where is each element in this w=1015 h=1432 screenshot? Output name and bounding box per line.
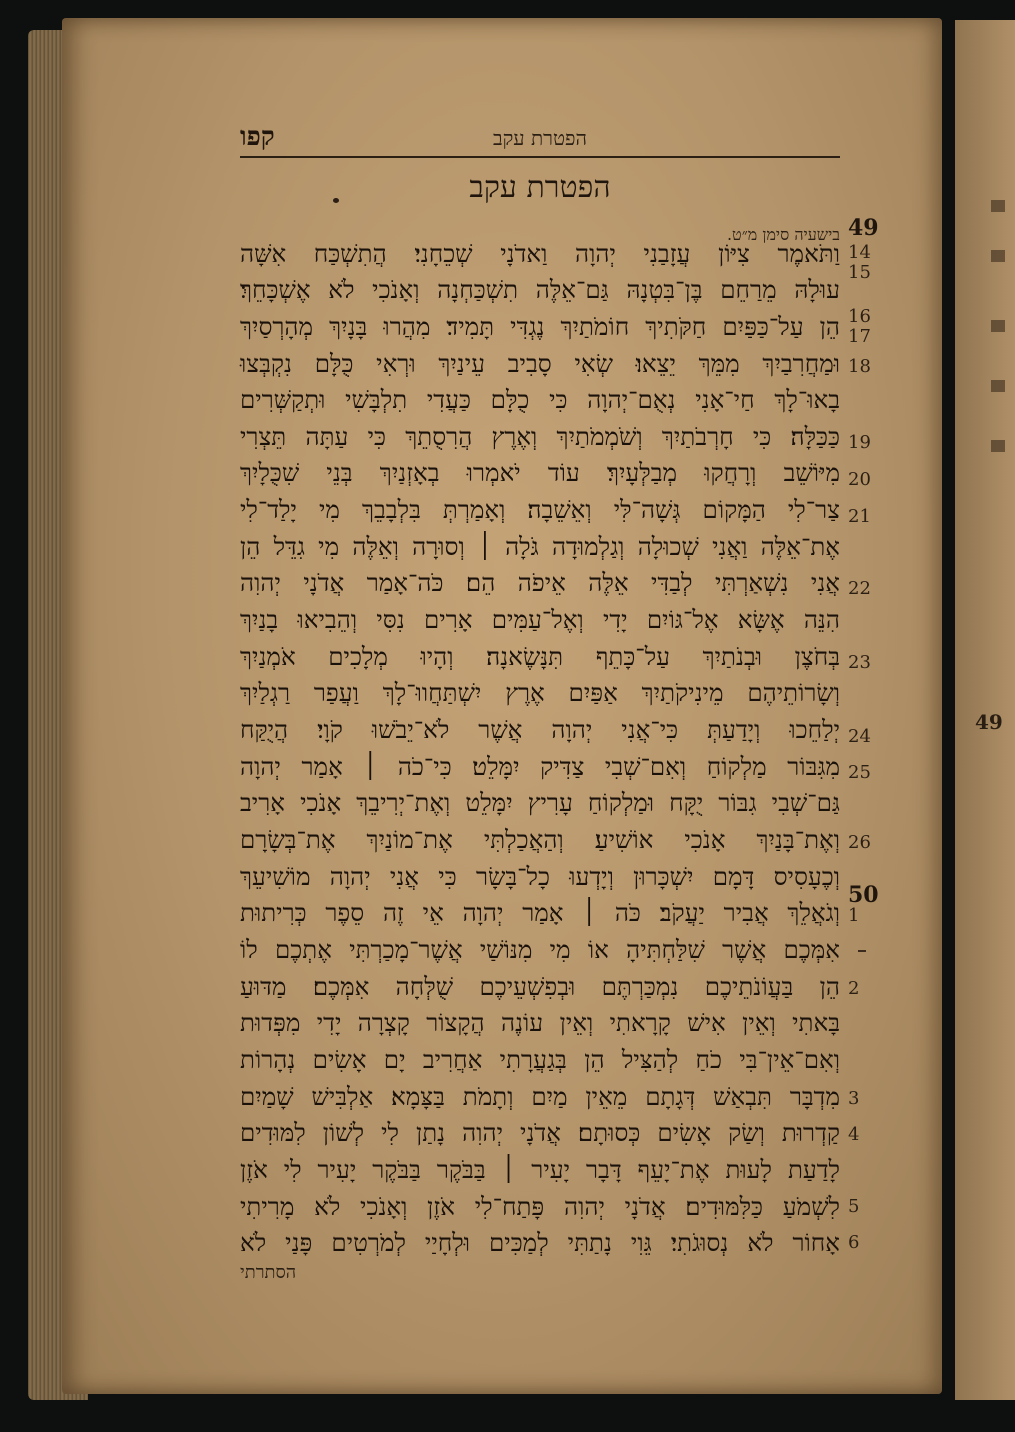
chapter-number: 50: [848, 882, 879, 908]
text-line: כַּכַּלָּה׃ כִּי חָרְבֹתַיִךְ וְשֹׁמְמֹתַיִךְ וְאֶרֶץ הֲרִסֻתֵךְ כִּי עַתָּה תֵּצְרִי: [240, 422, 840, 451]
verse-number: 21: [848, 506, 871, 527]
catchword: הסתרתי: [240, 1262, 297, 1283]
verse-number: 6: [848, 1232, 860, 1253]
verse-number: 24: [848, 726, 871, 747]
text-line: גַּם־שְׁבִי גִבּוֹר יֻקָּח וּמַלְקוֹחַ עָרִיץ יִמָּלֵט וְאֶת־יְרִיבֵךְ אָנֹכִי אָרִיב: [240, 788, 840, 817]
text-line: וְגֹאֲלֵךְ אֲבִיר יַעֲקֹב׃ כֹּה ׀ אָמַר יְהוָה אֵי זֶה סֵפֶר כְּרִיתוּת: [240, 898, 840, 927]
text-line: הֵן בַּעֲוֹנֹתֵיכֶם נִמְכַּרְתֶּם וּבְפִשְׁעֵיכֶם שֻׁלְּחָה אִמְּכֶם׃ מַדּוּעַ: [240, 972, 840, 1001]
verse-number: 14: [848, 242, 871, 263]
verse-number: 23: [848, 652, 871, 673]
verse-number: 22: [848, 578, 871, 599]
verse-number: 3: [848, 1088, 860, 1109]
verse-number: 26: [848, 832, 871, 853]
text-line: מִגִּבּוֹר מַלְקוֹחַ וְאִם־שְׁבִי צַדִּיק יִמָּלֵט׃ כִּי־כֹה ׀ אָמַר יְהוָה: [240, 752, 840, 781]
facing-text-fragment: [991, 250, 1005, 262]
section-subtitle: בישעיה סימן מ״ט.: [726, 225, 840, 244]
text-line: וּמַחֲרִבַיִךְ מִמֵּךְ יֵצֵאוּ׃ שְׂאִי סָבִיב עֵינַיִךְ וּרְאִי כֻּלָּם נִקְבְּצוּ: [240, 349, 840, 378]
verse-number: 20: [848, 469, 871, 490]
verse-number: 4: [848, 1124, 860, 1145]
text-line: מִיּוֹשֵׁב וְרָחֲקוּ מְבַלְּעָיִךְ׃ עוֹד יֹאמְרוּ בְאָזְנַיִךְ בְּנֵי שִׁכֻּלָיִךְ: [240, 458, 840, 487]
facing-page-edge: [955, 20, 1015, 1400]
verse-number: 15: [848, 262, 871, 283]
text-line: וְאֶת־בָּנַיִךְ אָנֹכִי אוֹשִׁיעַ׃ וְהַאֲכַלְתִּי אֶת־מוֹנַיִךְ אֶת־בְּשָׂרָם: [240, 825, 840, 854]
text-line: בְּחֹצֶן וּבְנֹתַיִךְ עַל־כָּתֵף תִּנָּשֶׂאנָה׃ וְהָיוּ מְלָכִים אֹמְנַיִךְ: [240, 642, 840, 671]
facing-text-fragment: [991, 200, 1005, 212]
text-line: בָאוּ־לָךְ חַי־אָנִי נְאֻם־יְהוָה כִּי כֻלָּם כַּעֲדִי תִלְבָּשִׁי וּתְקַשְּׁרִים: [240, 385, 840, 414]
text-line: אֲנִי נִשְׁאַרְתִּי לְבַדִּי אֵלֶּה אֵיפֹה הֵם׃ כֹּה־אָמַר אֲדֹנָי יְהוִה: [240, 568, 840, 597]
text-line: מִדְבָּר תִּבְאַשׁ דְּגָתָם מֵאֵין מַיִם וְתָמֹת בַּצָּמָא׃ אַלְבִּישׁ שָׁמַיִם: [240, 1082, 840, 1111]
facing-text-fragment: [991, 380, 1005, 392]
facing-page-chapter-number: 49: [975, 710, 1003, 734]
text-line: הִנֵּה אֶשָּׂא אֶל־גּוֹיִם יָדִי וְאֶל־עַמִּים אָרִים נִסִּי וְהֵבִיאוּ בָנַיִךְ: [240, 605, 840, 634]
text-line: וְשָׂרוֹתֵיהֶם מֵינִיקֹתַיִךְ אַפַּיִם אֶרֶץ יִשְׁתַּחֲווּ־לָךְ וַעֲפַר רַגְלַיִךְ: [240, 678, 840, 707]
text-line: בָּאתִי וְאֵין אִישׁ קָרָאתִי וְאֵין עוֹנֶה הֲקָצוֹר קָצְרָה יָדִי מִפְּדוּת: [240, 1008, 840, 1037]
chapter-number: 49: [848, 215, 879, 241]
verse-number: 5: [848, 1196, 860, 1217]
facing-text-fragment: [991, 440, 1005, 452]
verse-number: 16: [848, 306, 871, 327]
text-line: וְכֶעָסִיס דָּמָם יִשְׁכָּרוּן וְיָדְעוּ כָל־בָּשָׂר כִּי אֲנִי יְהוָה מוֹשִׁיעֵךְ: [240, 862, 840, 891]
text-line: אִמְּכֶם אֲשֶׁר שִׁלַּחְתִּיהָ אוֹ מִי מִנּוֹשַׁי אֲשֶׁר־מָכַרְתִּי אֶתְכֶם לוֹ: [240, 935, 840, 964]
text-line: אֶת־אֵלֶּה וַאֲנִי שְׁכוּלָה וְגַלְמוּדָה גֹּלָה ׀ וְסוּרָה וְאֵלֶּה מִי גִדֵּל הֵן: [240, 532, 840, 561]
verse-number: 17: [848, 326, 871, 347]
section-title: הפטרת עקב: [469, 170, 611, 205]
running-head: [240, 122, 840, 158]
running-title: הפטרת עקב: [492, 126, 588, 150]
facing-text-fragment: [991, 320, 1005, 332]
text-line: וַתֹּאמֶר צִיּוֹן עֲזָבַנִי יְהוָה וַאדֹנָי שְׁכֵחָנִי׃ הֲתִשְׁכַּח אִשָּׁה: [240, 239, 840, 268]
text-line: יְלַחֵכוּ וְיָדַעַתְּ כִּי־אֲנִי יְהוָה אֲשֶׁר לֹא־יֵבֹשׁוּ קֹוָי׃ הֲיֻקַּח: [240, 715, 840, 744]
verse-number: 1: [848, 905, 860, 926]
margin-dash: [858, 950, 866, 952]
text-line: עוּלָהּ מֵרַחֵם בֶּן־בִּטְנָהּ גַּם־אֵלֶּה תִשְׁכַּחְנָה וְאָנֹכִי לֹא אֶשְׁכָּחֵךְ׃: [240, 275, 840, 304]
text-line: צַר־לִי הַמָּקוֹם גְּשָׁה־לִּי וְאֵשֵׁבָה׃ וְאָמַרְתְּ בִּלְבָבֵךְ מִי יָלַד־לִי: [240, 495, 840, 524]
verse-number: 2: [848, 978, 860, 999]
text-line: לִשְׁמֹעַ כַּלִּמּוּדִים׃ אֲדֹנָי יְהוִה פָּתַח־לִי אֹזֶן וְאָנֹכִי לֹא מָרִיתִי: [240, 1192, 840, 1221]
text-line: וְאִם־אֵין־בִּי כֹחַ לְהַצִּיל הֵן בְּגַעֲרָתִי אַחֲרִיב יָם אָשִׂים נְהָרוֹת: [240, 1045, 840, 1074]
verse-number: 18: [848, 356, 871, 377]
page-folio: קפו: [240, 122, 275, 152]
text-line: לָדַעַת לָעוּת אֶת־יָעֵף דָּבָר יָעִיר ׀ בַּבֹּקֶר בַּבֹּקֶר יָעִיר לִי אֹזֶן: [240, 1155, 840, 1184]
text-line: אָחוֹר לֹא נְסוּגֹתִי׃ גֵּוִי נָתַתִּי לְמַכִּים וּלְחָיַי לְמֹרְטִים פָּנַי לֹא: [240, 1228, 840, 1257]
verse-number: 19: [848, 432, 871, 453]
text-line: הֵן עַל־כַּפַּיִם חַקֹּתִיךְ חוֹמֹתַיִךְ נֶגְדִּי תָּמִיד׃ מִהֲרוּ בָּנָיִךְ מְהָרְסַיִךְ: [240, 312, 840, 341]
verse-number: 25: [848, 762, 871, 783]
text-line: קַדְרוּת וְשַׂק אָשִׂים כְּסוּתָם׃ אֲדֹנָי יְהוִה נָתַן לִי לְשׁוֹן לִמּוּדִים: [240, 1118, 840, 1147]
